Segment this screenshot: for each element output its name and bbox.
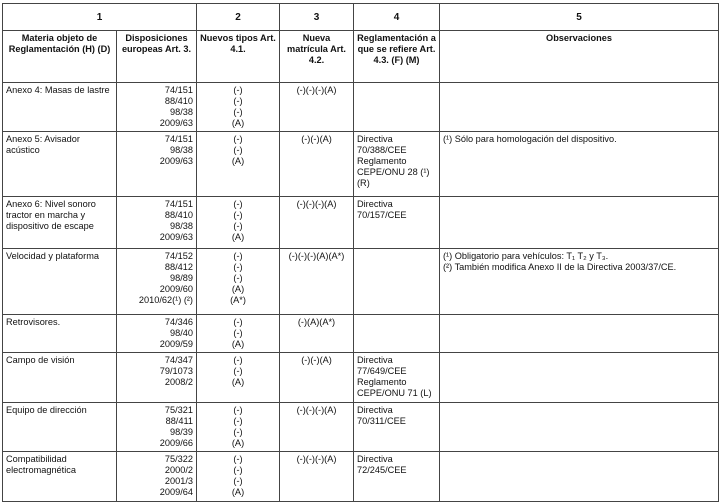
nueva-matricula-cell-line: (-)	[310, 134, 320, 144]
observaciones-cell	[440, 249, 719, 315]
reglamentacion-cell-line: 77/649/CEE	[357, 366, 407, 376]
header-disposiciones: Disposiciones europeas Art. 3.	[117, 31, 197, 83]
column-number-2: 2	[197, 4, 280, 31]
nueva-matricula-cell	[280, 315, 354, 353]
disposiciones-cell-line: 74/151	[164, 85, 193, 95]
nuevos-tipos-cell-line: (-)	[233, 262, 243, 272]
nueva-matricula-cell-line: (A*)	[328, 251, 345, 261]
column-number-4: 4	[354, 4, 440, 31]
disposiciones-cell-line: 75/322	[164, 454, 193, 464]
nuevos-tipos-cell	[197, 197, 280, 249]
disposiciones-cell-line: 2009/63	[159, 156, 193, 166]
disposiciones-cell-line: 74/151	[164, 199, 193, 209]
observaciones-cell-line: (²) También modifica Anexo II de la Directiva 2003/37/CE.	[443, 262, 677, 272]
table-row	[3, 249, 719, 315]
nuevos-tipos-cell-line: (A)	[231, 156, 245, 166]
header-nueva-matricula: Nueva matrícula Art. 4.2.	[280, 31, 354, 83]
observaciones-cell	[440, 315, 719, 353]
nuevos-tipos-cell-line: (A)	[231, 487, 245, 497]
nueva-matricula-cell	[280, 197, 354, 249]
disposiciones-cell	[117, 83, 197, 132]
reglamentacion-cell-line: Directiva	[357, 355, 393, 365]
nueva-matricula-cell-line: (-)	[301, 134, 311, 144]
disposiciones-cell	[117, 403, 197, 452]
observaciones-cell	[440, 452, 719, 502]
column-number-1: 1	[3, 4, 197, 31]
disposiciones-cell-line: 2009/63	[159, 232, 193, 242]
disposiciones-cell	[117, 353, 197, 403]
materia-cell: Anexo 5: Avisador acústico	[3, 132, 117, 197]
reglamentacion-cell-line: Directiva	[357, 454, 393, 464]
disposiciones-cell	[117, 197, 197, 249]
reglamentacion-cell-line: 72/245/CEE	[357, 465, 407, 475]
reglamentacion-cell-line: Directiva	[357, 134, 393, 144]
materia-cell: Campo de visión	[3, 353, 117, 403]
nuevos-tipos-cell-line: (-)	[233, 416, 243, 426]
disposiciones-cell-line: 2009/63	[159, 118, 193, 128]
header-reglamentacion: Reglamentación a que se refiere Art. 4.3. (F) (M)	[354, 31, 440, 83]
disposiciones-cell-line: 2009/59	[159, 339, 193, 349]
materia-cell: Anexo 6: Nivel sonoro tractor en marcha y dispositivo de escape	[3, 197, 117, 249]
nueva-matricula-cell-line: (-)	[297, 317, 308, 327]
reglamentacion-cell-line: Reglamento	[357, 377, 407, 387]
nuevos-tipos-cell-line: (-)	[233, 273, 243, 283]
disposiciones-cell-line: 2009/60	[159, 284, 193, 294]
materia-cell: Equipo de dirección	[3, 403, 117, 452]
column-number-3: 3	[280, 4, 354, 31]
reglamentacion-cell-line: 70/388/CEE	[357, 145, 407, 155]
nuevos-tipos-cell-line: (-)	[233, 405, 243, 415]
reglamentacion-cell-line: 70/311/CEE	[357, 416, 406, 426]
table-row	[3, 83, 719, 132]
nuevos-tipos-cell-line: (-)	[233, 221, 243, 231]
nuevos-tipos-cell-line: (-)	[233, 107, 243, 117]
table-row	[3, 197, 719, 249]
reglamentacion-cell	[354, 197, 440, 249]
reglamentacion-cell-line: Directiva	[357, 405, 393, 415]
disposiciones-cell-line: 2010/62(¹) (²)	[138, 295, 193, 305]
disposiciones-cell-line: 74/151	[164, 134, 193, 144]
nueva-matricula-cell-line: (-)	[288, 251, 298, 261]
nueva-matricula-cell	[280, 83, 354, 132]
nueva-matricula-cell-line: (-)	[296, 454, 306, 464]
regulation-table	[2, 3, 719, 502]
reglamentacion-cell	[354, 353, 440, 403]
nuevos-tipos-cell-line: (A)	[231, 284, 245, 294]
nueva-matricula-cell-line: (A)	[324, 85, 337, 95]
nuevos-tipos-cell-line: (-)	[233, 328, 243, 338]
nuevos-tipos-cell-line: (-)	[233, 454, 243, 464]
nuevos-tipos-cell	[197, 249, 280, 315]
nueva-matricula-cell-line: (-)	[305, 405, 315, 415]
nueva-matricula-cell-line: (A*)	[319, 317, 336, 327]
nuevos-tipos-cell-line: (-)	[233, 134, 243, 144]
nueva-matricula-cell-line: (A)	[316, 251, 329, 261]
reglamentacion-cell-line: Reglamento	[357, 156, 407, 166]
disposiciones-cell-line: 98/39	[170, 427, 193, 437]
nueva-matricula-cell	[280, 132, 354, 197]
nueva-matricula-cell-line: (-)	[305, 85, 315, 95]
disposiciones-cell	[117, 452, 197, 502]
nuevos-tipos-cell	[197, 452, 280, 502]
nueva-matricula-cell-line: (-)	[305, 199, 315, 209]
nuevos-tipos-cell-line: (A)	[231, 118, 245, 128]
disposiciones-cell-line: 74/347	[164, 355, 193, 365]
nueva-matricula-cell-line: (A)	[319, 134, 332, 144]
column-number-5: 5	[440, 4, 719, 31]
table-row	[3, 353, 719, 403]
nuevos-tipos-cell	[197, 83, 280, 132]
nuevos-tipos-cell-line: (-)	[233, 427, 243, 437]
reglamentacion-cell	[354, 83, 440, 132]
disposiciones-cell-line: 98/89	[170, 273, 193, 283]
nueva-matricula-cell	[280, 249, 354, 315]
materia-cell: Compatibilidad electromagnética	[3, 452, 117, 502]
nueva-matricula-cell-line: (-)	[310, 355, 320, 365]
observaciones-cell	[440, 132, 719, 197]
materia-cell: Anexo 4: Masas de lastre	[3, 83, 117, 132]
reglamentacion-cell-line: (R)	[357, 178, 370, 188]
table-row	[3, 403, 719, 452]
disposiciones-cell	[117, 132, 197, 197]
disposiciones-cell-line: 2000/2	[164, 465, 193, 475]
reglamentacion-cell	[354, 452, 440, 502]
nuevos-tipos-cell-line: (A)	[231, 438, 245, 448]
nuevos-tipos-cell-line: (A)	[231, 232, 245, 242]
disposiciones-cell	[117, 249, 197, 315]
disposiciones-cell-line: 98/38	[170, 145, 193, 155]
disposiciones-cell-line: 2009/64	[159, 487, 193, 497]
materia-cell: Velocidad y plataforma	[3, 249, 117, 315]
reglamentacion-cell-line: 70/157/CEE	[357, 210, 407, 220]
column-number-row	[3, 4, 719, 31]
disposiciones-cell-line: 88/411	[165, 416, 193, 426]
disposiciones-cell-line: 2008/2	[164, 377, 193, 387]
nueva-matricula-cell-line: (-)	[314, 199, 325, 209]
header-row	[3, 31, 719, 83]
nuevos-tipos-cell	[197, 132, 280, 197]
table-row	[3, 132, 719, 197]
nuevos-tipos-cell-line: (-)	[233, 85, 243, 95]
disposiciones-cell-line: 88/410	[164, 96, 193, 106]
materia-cell: Retrovisores.	[3, 315, 117, 353]
nuevos-tipos-cell	[197, 403, 280, 452]
nuevos-tipos-cell-line: (-)	[233, 251, 243, 261]
nuevos-tipos-cell-line: (-)	[233, 476, 243, 486]
disposiciones-cell-line: 74/152	[164, 251, 193, 261]
disposiciones-cell-line: 2009/66	[159, 438, 193, 448]
reglamentacion-cell	[354, 315, 440, 353]
observaciones-cell	[440, 353, 719, 403]
header-nuevos-tipos: Nuevos tipos Art. 4.1.	[197, 31, 280, 83]
nuevos-tipos-cell	[197, 315, 280, 353]
table-row	[3, 315, 719, 353]
disposiciones-cell	[117, 315, 197, 353]
nueva-matricula-cell-line: (-)	[297, 251, 308, 261]
nuevos-tipos-cell-line: (A)	[231, 339, 245, 349]
nueva-matricula-cell-line: (-)	[314, 454, 325, 464]
nuevos-tipos-cell-line: (-)	[233, 317, 243, 327]
disposiciones-cell-line: 75/321	[164, 405, 193, 415]
header-observaciones: Observaciones	[440, 31, 719, 83]
nueva-matricula-cell-line: (-)	[296, 199, 306, 209]
nuevos-tipos-cell-line: (-)	[233, 199, 243, 209]
nuevos-tipos-cell-line: (-)	[233, 96, 243, 106]
disposiciones-cell-line: 98/40	[170, 328, 193, 338]
disposiciones-cell-line: 79/1073	[159, 366, 193, 376]
nuevos-tipos-cell-line: (-)	[233, 210, 243, 220]
nuevos-tipos-cell-line: (A)	[231, 377, 245, 387]
reglamentacion-cell-line: CEPE/ONU 71 (L)	[357, 388, 432, 398]
nueva-matricula-cell	[280, 353, 354, 403]
observaciones-cell	[440, 83, 719, 132]
nueva-matricula-cell	[280, 403, 354, 452]
observaciones-cell	[440, 403, 719, 452]
nuevos-tipos-cell-line: (-)	[233, 465, 243, 475]
disposiciones-cell-line: 2001/3	[164, 476, 193, 486]
nueva-matricula-cell-line: (A)	[324, 405, 337, 415]
nueva-matricula-cell-line: (A)	[324, 199, 337, 209]
nuevos-tipos-cell	[197, 353, 280, 403]
disposiciones-cell-line: 88/412	[164, 262, 193, 272]
disposiciones-cell-line: 98/38	[170, 221, 193, 231]
nuevos-tipos-cell-line: (-)	[233, 366, 243, 376]
reglamentacion-cell	[354, 403, 440, 452]
nueva-matricula-cell-line: (-)	[314, 85, 325, 95]
nueva-matricula-cell-line: (-)	[296, 405, 306, 415]
observaciones-cell	[440, 197, 719, 249]
nuevos-tipos-cell-line: (-)	[233, 355, 243, 365]
nueva-matricula-cell-line: (-)	[301, 355, 311, 365]
observaciones-cell-line: (¹) Sólo para homologación del dispositivo.	[443, 134, 617, 144]
nueva-matricula-cell-line: (A)	[319, 355, 332, 365]
nuevos-tipos-cell-line: (A*)	[230, 295, 246, 305]
disposiciones-cell-line: 74/346	[164, 317, 193, 327]
observaciones-cell-line: (¹) Obligatorio para vehículos: T₁ T₂ y T₃.	[443, 251, 609, 261]
reglamentacion-cell-line: CEPE/ONU 28 (¹)	[357, 167, 430, 177]
disposiciones-cell-line: 88/410	[164, 210, 193, 220]
nueva-matricula-cell-line: (-)	[307, 251, 317, 261]
nueva-matricula-cell-line: (A)	[307, 317, 320, 327]
table-body	[3, 83, 719, 502]
reglamentacion-cell-line: Directiva	[357, 199, 393, 209]
reglamentacion-cell	[354, 249, 440, 315]
header-materia: Materia objeto de Reglamentación (H) (D)	[3, 31, 117, 83]
nuevos-tipos-cell-line: (-)	[233, 145, 243, 155]
nueva-matricula-cell-line: (A)	[324, 454, 337, 464]
nueva-matricula-cell-line: (-)	[296, 85, 306, 95]
nueva-matricula-cell-line: (-)	[314, 405, 325, 415]
nueva-matricula-cell	[280, 452, 354, 502]
nueva-matricula-cell-line: (-)	[305, 454, 315, 464]
table-row	[3, 452, 719, 502]
disposiciones-cell-line: 98/38	[170, 107, 193, 117]
reglamentacion-cell	[354, 132, 440, 197]
